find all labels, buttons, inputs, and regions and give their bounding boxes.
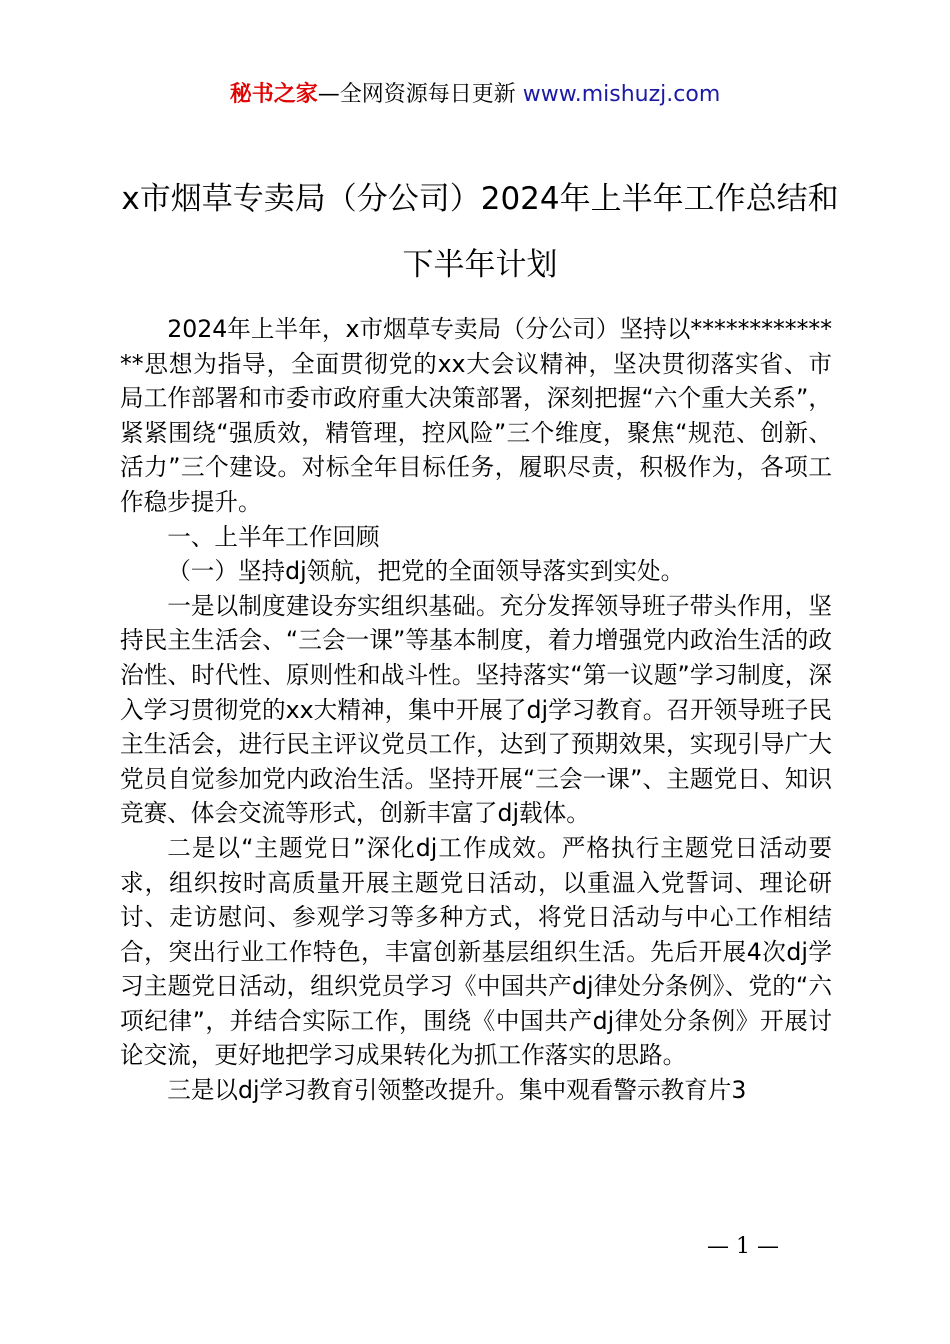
site-brand-name: 秘书之家 xyxy=(229,82,318,107)
section-heading: 一、上半年工作回顾 xyxy=(167,522,380,551)
page-number: — 1 — xyxy=(707,1234,779,1259)
document-title: x市烟草专卖局（分公司）2024年上半年工作总结和下半年计划 xyxy=(121,181,839,283)
body-paragraph: 一是以制度建设夯实组织基础。充分发挥领导班子带头作用，坚持民主生活会、“三会一课”等基本制度，着力增强党内政治生活的政治性、时代性、原则性和战斗性。坚持落实“第一议题”学习制度，深入学习贯彻党的xx大精神，集中开展了dj学习教育。召开领导班子民主生活会，进行民主评议党员工作，达到了预期效果，实现引导广大党员自觉参加党内政治生活。坚持开展“三会一课”、主题党日、知识竞赛、体会交流等形式，创新丰富了dj载体。 xyxy=(120,591,832,828)
site-banner xyxy=(0,80,950,110)
document-body xyxy=(120,312,832,1108)
site-slogan: —全网资源每日更新 xyxy=(317,82,516,107)
intro-paragraph: 2024年上半年，x市烟草专卖局（分公司）坚持以**************思想为指导，全面贯彻党的xx大会议精神，坚决贯彻落实省、市局工作部署和市委市政府重大决策部署，深刻把握“六个重大关系”，紧紧围绕“强质效，精管理，控风险”三个维度，聚焦“规范、创新、活力”三个建设。对标全年目标任务，履职尽责，积极作为，各项工作稳步提升。 xyxy=(120,315,832,516)
body-paragraph: 二是以“主题党日”深化dj工作成效。严格执行主题党日活动要求，组织按时高质量开展主题党日活动，以重温入党誓词、理论研讨、走访慰问、参观学习等多种方式，将党日活动与中心工作相结合，突出行业工作特色，丰富创新基层组织生活。先后开展4次dj学习主题党日活动，组织党员学习《中国共产dj律处分条例》、党的“六项纪律”，并结合实际工作，围绕《中国共产dj律处分条例》开展讨论交流，更好地把学习成果转化为抓工作落实的思路。 xyxy=(120,833,832,1070)
body-paragraph: 三是以dj学习教育引领整改提升。集中观看警示教育片3 xyxy=(167,1076,747,1105)
subsection-heading: （一）坚持dj领航，把党的全面领导落实到实处。 xyxy=(167,557,685,586)
site-url-link[interactable]: www.mishuzj.com xyxy=(522,82,721,107)
